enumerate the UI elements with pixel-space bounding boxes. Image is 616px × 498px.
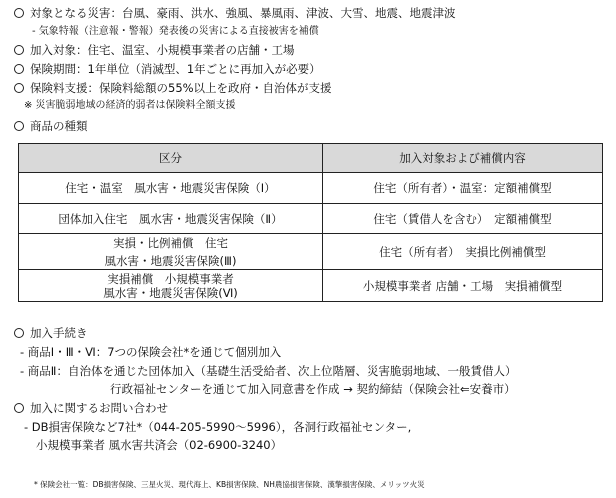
inquiry-heading-text: 加入に関するお問い合わせ (30, 401, 168, 415)
column-header: 区分 (19, 144, 323, 173)
item-premium (14, 80, 332, 96)
item-target (14, 42, 295, 58)
circle-bullet-icon (14, 45, 24, 55)
enrollment-step-1: 行政福祉センターを通じて加入同意書を作成 (110, 382, 340, 396)
disasters-note: - 気象特報（注意報・警報）発表後の災害による直接被害を補償 (32, 26, 319, 37)
table-row (19, 234, 603, 270)
item-disasters (14, 5, 456, 21)
circle-bullet-icon (14, 8, 24, 18)
enrollment-line-2: - 商品Ⅱ：自治体を通じた団体加入（基礎生活受給者、次上位階層、災害脆弱地域、一般賃借人） (20, 364, 517, 378)
category-line: 団体加入住宅 風水害・地震災害保険（Ⅱ） (58, 211, 283, 226)
enrollment-heading-text: 加入手続き (30, 326, 88, 340)
coverage-cell: 住宅（所有者） 実損比例補償型 (323, 234, 603, 270)
right-arrow-icon: → (343, 382, 353, 396)
circle-bullet-icon (14, 403, 24, 413)
product-table (18, 143, 603, 302)
coverage-cell: 小規模事業者 店舗・工場 実損補償型 (323, 270, 603, 302)
coverage-cell: 住宅（賃借人を含む） 定額補償型 (323, 204, 603, 234)
category-cell (19, 270, 323, 302)
period-text: 保険期間：1年単位（消滅型、1年ごとに再加入が必要） (30, 62, 321, 76)
category-line: 実損補償 小規模事業者 (107, 271, 234, 286)
category-line: 実損・比例補償 住宅 (113, 235, 228, 250)
category-line: 風水害・地震災害保険(Ⅲ) (104, 253, 237, 268)
coverage-cell: 住宅（所有者）・温室：定額補償型 (323, 173, 603, 204)
category-cell (19, 234, 323, 270)
inquiry-line-2: 小規模事業者 風水害共済会（02-6900-3240） (36, 438, 283, 452)
table-header-row (19, 144, 603, 173)
category-line: 住宅・温室 風水害・地震災害保険（Ⅰ） (65, 181, 276, 195)
category-cell (19, 204, 323, 234)
circle-bullet-icon (14, 121, 24, 131)
enrollment-step-2: 契約締結（保険会社⇐安養市） (356, 382, 516, 396)
inquiry-heading (14, 400, 168, 416)
item-period (14, 61, 321, 77)
premium-note: ※ 災害脆弱地域の経済的弱者は保険料全額支援 (24, 100, 236, 111)
enrollment-heading (14, 325, 88, 341)
table-row (19, 173, 603, 204)
premium-text: 保険料支援：保険料総額の55%以上を政府・自治体が支援 (30, 81, 332, 95)
circle-bullet-icon (14, 64, 24, 74)
circle-bullet-icon (14, 328, 24, 338)
table-row (19, 204, 603, 234)
category-line: 風水害・地震災害保険(Ⅵ) (103, 285, 238, 300)
inquiry-line-1: - DB損害保険など7社*（044-205-5990～5996），各洞行政福祉センター, (24, 420, 412, 434)
table-row (19, 270, 603, 302)
target-text: 加入対象：住宅、温室、小規模事業者の店舗・工場 (30, 43, 295, 57)
enrollment-line-1: - 商品Ⅰ・Ⅲ・Ⅵ：7つの保険会社*を通じて個別加入 (20, 345, 282, 359)
types-heading-text: 商品の種類 (30, 119, 88, 133)
enrollment-line-3 (110, 381, 516, 397)
circle-bullet-icon (14, 83, 24, 93)
footnote: * 保険会社一覧：DB損害保険、三星火災、現代海上、KB損害保険、NH農協損害保険、漢擎損害保険、メリッツ火災 (34, 480, 425, 489)
item-types-heading (14, 118, 88, 134)
disasters-text: 対象となる災害：台風、豪雨、洪水、強風、暴風雨、津波、大雪、地震、地震津波 (30, 6, 456, 20)
column-header: 加入対象および補償内容 (323, 144, 603, 173)
category-cell (19, 173, 323, 204)
